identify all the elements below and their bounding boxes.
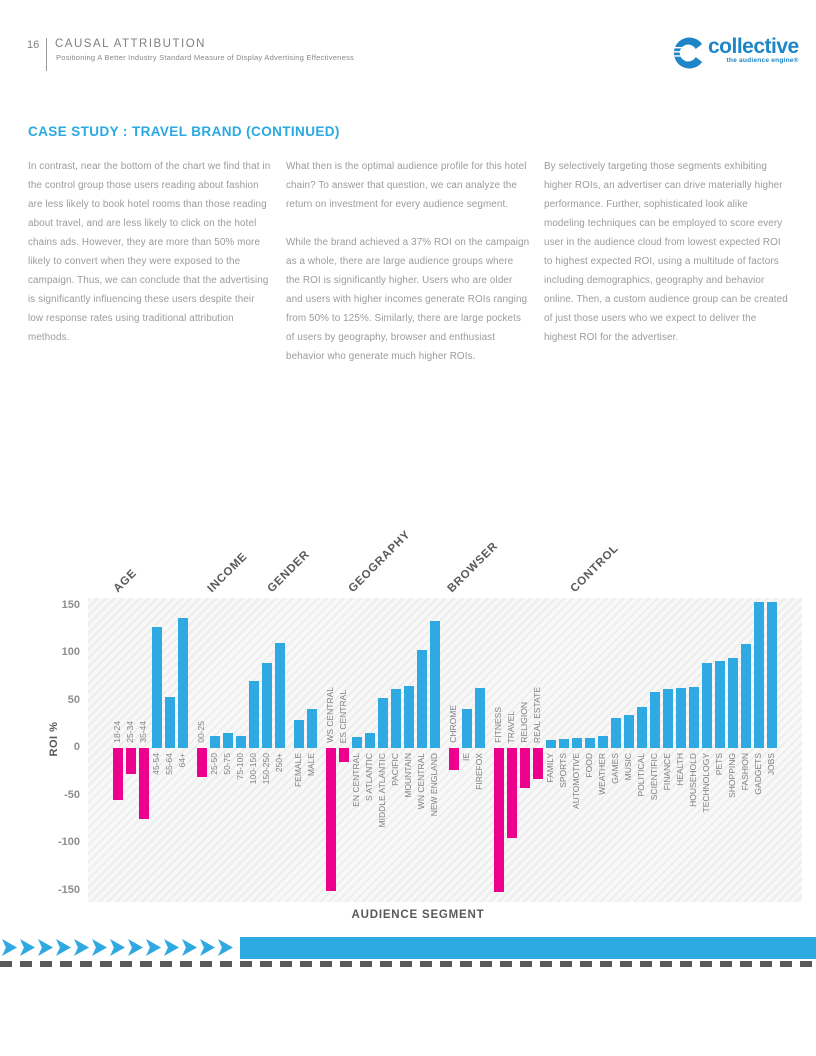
bar-health (676, 688, 686, 748)
bar-25-34 (126, 748, 136, 774)
bar-75-100 (236, 736, 246, 748)
paragraph: While the brand achieved a 37% ROI on the campaign as a whole, there are large audience groups where the ROI is significantly higher. Users who are older and users with higher incomes generate ROIs ranging from 50% to 125%. Similarly, there are large pockets of users by geography, browser and enthusiast behavior who generate much higher ROIs. (286, 237, 530, 362)
group-label-age: AGE (111, 567, 140, 595)
y-axis-title: ROI % (48, 721, 60, 757)
y-tick--50: -50 (64, 788, 80, 801)
paragraph: By selectively targeting those segments exhibiting higher ROIs, an advertiser can drive materially higher performance. Further, sophisticated look alike modeling techniques can be employed to score every user in the audience cloud from lowest expected ROI to highest expected ROI, using a multitude of factors including demographics, geography and behavior online. Then, a custom audience group can be created of just those users who we expect to deliver the highest ROI for the advertiser. (544, 161, 788, 343)
bar-mountain (404, 686, 414, 748)
group-label-control: CONTROL (568, 542, 622, 595)
bar-scientific (650, 692, 660, 748)
bar-travel (507, 748, 517, 838)
bar-label: EN CENTRAL (351, 753, 361, 807)
text-column-2 (286, 157, 530, 385)
bar-label: 00-25 (196, 721, 206, 743)
bar-es-central (339, 748, 349, 762)
text-column-1 (28, 157, 272, 385)
bar-label: SHOPPING (727, 753, 737, 798)
y-tick-0: 0 (73, 741, 80, 753)
bar-ws-central (326, 748, 336, 891)
bar-label: WEATHER (597, 753, 607, 795)
chevron-arrow-icon (2, 939, 17, 956)
bar-label: REAL ESTATE (532, 686, 542, 743)
chevron-arrow-icon (164, 939, 179, 956)
arrow-row-decoration (2, 939, 236, 956)
bar-label: 25-34 (125, 721, 135, 743)
chevron-arrow-icon (92, 939, 107, 956)
bar-label: PACIFIC (390, 753, 400, 786)
bar-label: FOOD (584, 753, 594, 778)
y-tick-50: 50 (67, 693, 80, 706)
bar-25-50 (210, 736, 220, 748)
bar-label: 25-50 (209, 753, 219, 775)
bar-label: FEMALE (293, 753, 303, 788)
bar-label: 45-54 (151, 753, 161, 775)
bar-music (624, 715, 634, 748)
bar-label: IE (461, 753, 471, 762)
bar-150-250 (262, 663, 272, 749)
bar-sports (559, 739, 569, 749)
bar-label: GAMES (610, 753, 620, 784)
page-number: 16 (27, 39, 40, 51)
bar-label: FINANCE (662, 753, 672, 791)
bar-label: ES CENTRAL (338, 689, 348, 743)
bar-250+ (275, 643, 285, 748)
bar-label: HOUSEHOLD (688, 753, 698, 807)
bar-label: 250+ (274, 753, 284, 773)
blue-bar-decoration (240, 937, 816, 959)
chevron-arrow-icon (200, 939, 215, 956)
bar-fitness (494, 748, 504, 892)
bar-45-54 (152, 627, 162, 748)
bar-label: AUTOMOTIVE (571, 753, 581, 810)
chevron-arrow-icon (146, 939, 161, 956)
collective-logo (672, 36, 799, 75)
bar-gadgets (754, 602, 764, 748)
body-columns (28, 157, 790, 385)
bar-s-atlantic (365, 733, 375, 748)
bar-label: PETS (714, 753, 724, 776)
bar-pets (715, 661, 725, 748)
bar-finance (663, 689, 673, 748)
bar-new-england (430, 621, 440, 748)
chevron-arrow-icon (128, 939, 143, 956)
bar-firefox (475, 688, 485, 748)
bar-label: 75-100 (235, 753, 245, 780)
chevron-arrow-icon (38, 939, 53, 956)
bar-35-44 (139, 748, 149, 819)
bar-food (585, 738, 595, 748)
bar-label: CHROME (448, 705, 458, 743)
bar-00-25 (197, 748, 207, 777)
bar-jobs (767, 602, 777, 748)
chevron-arrow-icon (218, 939, 233, 956)
bar-label: HEALTH (675, 753, 685, 786)
bar-wn-central (417, 650, 427, 748)
bar-55-64 (165, 697, 175, 748)
bar-label: 64+ (177, 753, 187, 768)
chevron-arrow-icon (74, 939, 89, 956)
bar-label: WN CENTRAL (416, 753, 426, 810)
y-tick--100: -100 (57, 836, 80, 848)
bar-label: MUSIC (623, 753, 633, 781)
bar-label: 55-64 (164, 753, 174, 775)
header-title: CAUSAL ATTRIBUTION (55, 38, 206, 50)
dashed-line-decoration (0, 961, 816, 967)
y-tick--150: -150 (57, 883, 80, 896)
chevron-arrow-icon (110, 939, 125, 956)
bar-label: 35-44 (138, 721, 148, 743)
group-label-gender: GENDER (265, 548, 313, 595)
bar-label: 150-250 (261, 753, 271, 785)
header-divider (46, 38, 47, 71)
bar-label: FITNESS (493, 707, 503, 743)
bar-pacific (391, 689, 401, 748)
bar-weather (598, 736, 608, 748)
bar-fashion (741, 644, 751, 748)
header-subtitle: Positioning A Better Industry Standard Measure of Display Advertising Effectiveness (56, 53, 355, 62)
bar-label: SPORTS (558, 753, 568, 788)
logo-tagline: the audience engine® (726, 57, 799, 64)
bar-label: MIDDLE ATLANTIC (377, 753, 387, 828)
group-label-geography: GEOGRAPHY (346, 528, 413, 595)
bar-ie (462, 709, 472, 748)
bar-label: TECHNOLOGY (701, 753, 711, 813)
bar-64+ (178, 618, 188, 748)
bar-label: GADGETS (753, 753, 763, 795)
bar-label: 18-24 (112, 721, 122, 743)
bar-50-75 (223, 733, 233, 748)
bar-100-150 (249, 681, 259, 748)
bar-label: 50-75 (222, 753, 232, 775)
group-label-income: INCOME (205, 550, 250, 595)
chevron-arrow-icon (20, 939, 35, 956)
bar-label: SCIENTIFIC (649, 753, 659, 801)
section-title: CASE STUDY : TRAVEL BRAND (CONTINUED) (28, 124, 340, 139)
bar-label: RELIGION (519, 702, 529, 743)
chevron-arrow-icon (56, 939, 71, 956)
bar-label: MOUNTAIN (403, 753, 413, 798)
bar-political (637, 707, 647, 748)
bar-label: 100-150 (248, 753, 258, 785)
paragraph: What then is the optimal audience profile for this hotel chain? To answer that question, we can analyze the return on investment for every audience segment. (286, 161, 527, 210)
plot-area (88, 598, 802, 902)
bar-en-central (352, 737, 362, 748)
bar-chrome (449, 748, 459, 770)
bar-label: S ATLANTIC (364, 753, 374, 802)
bar-label: MALE (306, 753, 316, 777)
bar-real-estate (533, 748, 543, 779)
roi-bar-chart (48, 528, 802, 921)
bar-label: FIREFOX (474, 753, 484, 790)
bar-label: NEW ENGLAND (429, 753, 439, 817)
chart-group-labels (88, 528, 802, 598)
bar-label: WS CENTRAL (325, 687, 335, 743)
chevron-arrow-icon (182, 939, 197, 956)
paragraph: In contrast, near the bottom of the chart we find that in the control group those users reading about fashion are less likely to book hotel rooms than those reading about travel, and are less likely to click on the hotel chains ads. However, they are more than 50% more likely to convert when they were exposed to the campaign. Thus, we can conclude that the advertising is significantly influencing these users despite their low response rates using traditional attribution methods. (28, 161, 271, 343)
bar-family (546, 740, 556, 748)
y-tick-150: 150 (61, 598, 80, 611)
bar-label: JOBS (766, 753, 776, 776)
bar-label: FASHION (740, 753, 750, 791)
bar-male (307, 709, 317, 748)
x-axis-title: AUDIENCE SEGMENT (351, 909, 485, 921)
bar-religion (520, 748, 530, 788)
y-tick-100: 100 (61, 646, 80, 658)
bar-automotive (572, 738, 582, 748)
bar-label: FAMILY (545, 753, 555, 783)
collective-c-icon (672, 36, 704, 75)
bar-technology (702, 663, 712, 749)
bar-female (294, 720, 304, 748)
bar-games (611, 718, 621, 748)
bar-label: POLITICAL (636, 753, 646, 797)
text-column-3 (544, 157, 788, 385)
bar-middle-atlantic (378, 698, 388, 748)
group-label-browser: BROWSER (445, 540, 501, 595)
logo-wordmark: collective (708, 35, 799, 58)
bar-label: TRAVEL (506, 710, 516, 743)
bar-18-24 (113, 748, 123, 800)
bar-shopping (728, 658, 738, 748)
bar-household (689, 687, 699, 748)
